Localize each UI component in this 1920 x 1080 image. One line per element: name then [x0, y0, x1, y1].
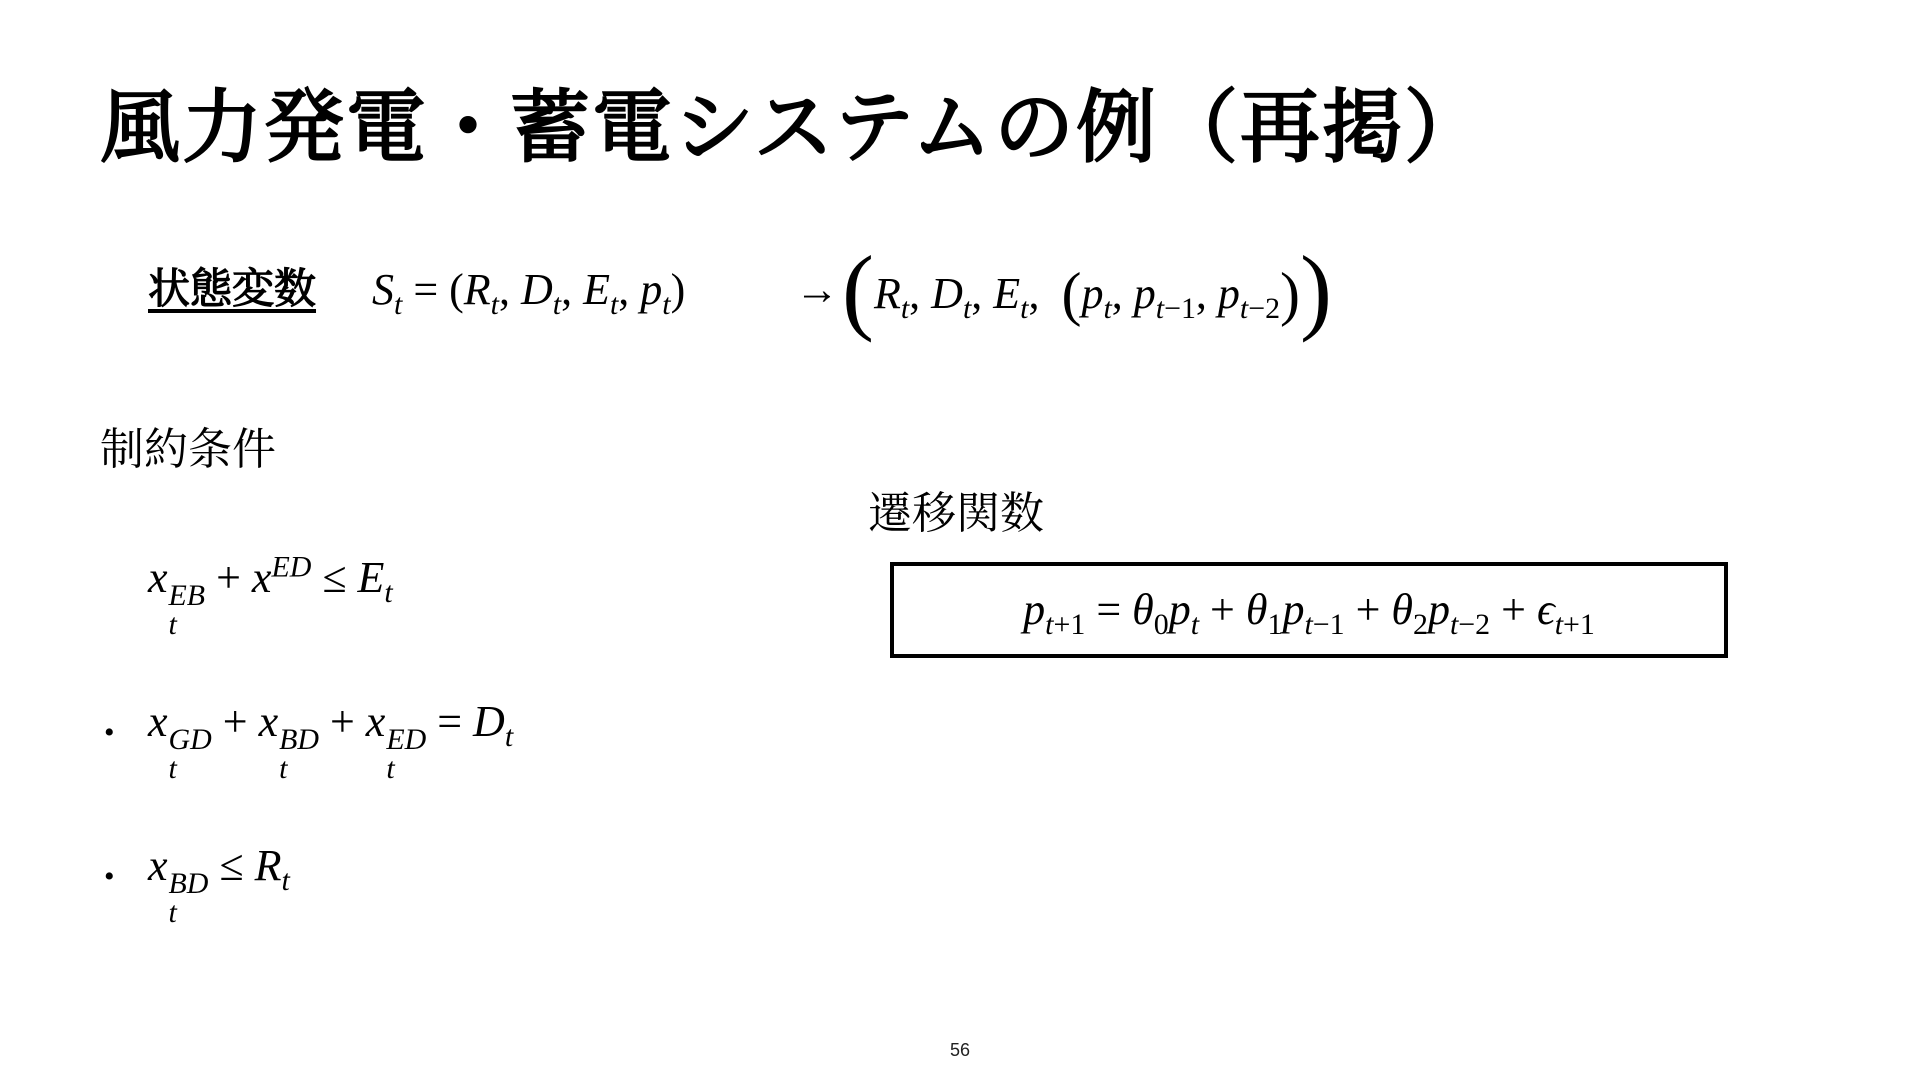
slide-title: 風力発電・蓄電システムの例（再掲） [100, 81, 1486, 174]
state-arrow: → [795, 265, 839, 314]
state-variable-label: 状態変数 [148, 264, 317, 313]
constraint-2-bullet: • [104, 716, 115, 749]
transition-formula-box [890, 562, 1728, 658]
augmented-state-formula: ($R_t$, $D_t$, $E_t$, ($p_t$, $p_{t-1}$, $p_{t-2}$)) [842, 236, 1332, 343]
constraint-2: x GD t + x BD t + x ED t = $D_t$ [148, 697, 514, 786]
page-number: 56 [949, 1040, 971, 1060]
constraints-heading: 制約条件 [100, 424, 276, 475]
state-formula: $S_t = (R_t$, $D_t$, $E_t$, $p_t$) [372, 265, 686, 321]
transition-heading: 遷移関数 [868, 488, 1044, 539]
constraint-3-bullet: • [104, 860, 115, 893]
constraint-1: x EB t + $x^{ED} \le E_t$ [148, 550, 393, 642]
transition-formula: $p_{t+1} = \theta_0p_t + \theta_1p_{t-1} + \theta_2p_{t-2} + \epsilon_{t+1}$ [1023, 585, 1595, 641]
constraint-3: x BD t ≤ $R_t$ [148, 841, 290, 930]
